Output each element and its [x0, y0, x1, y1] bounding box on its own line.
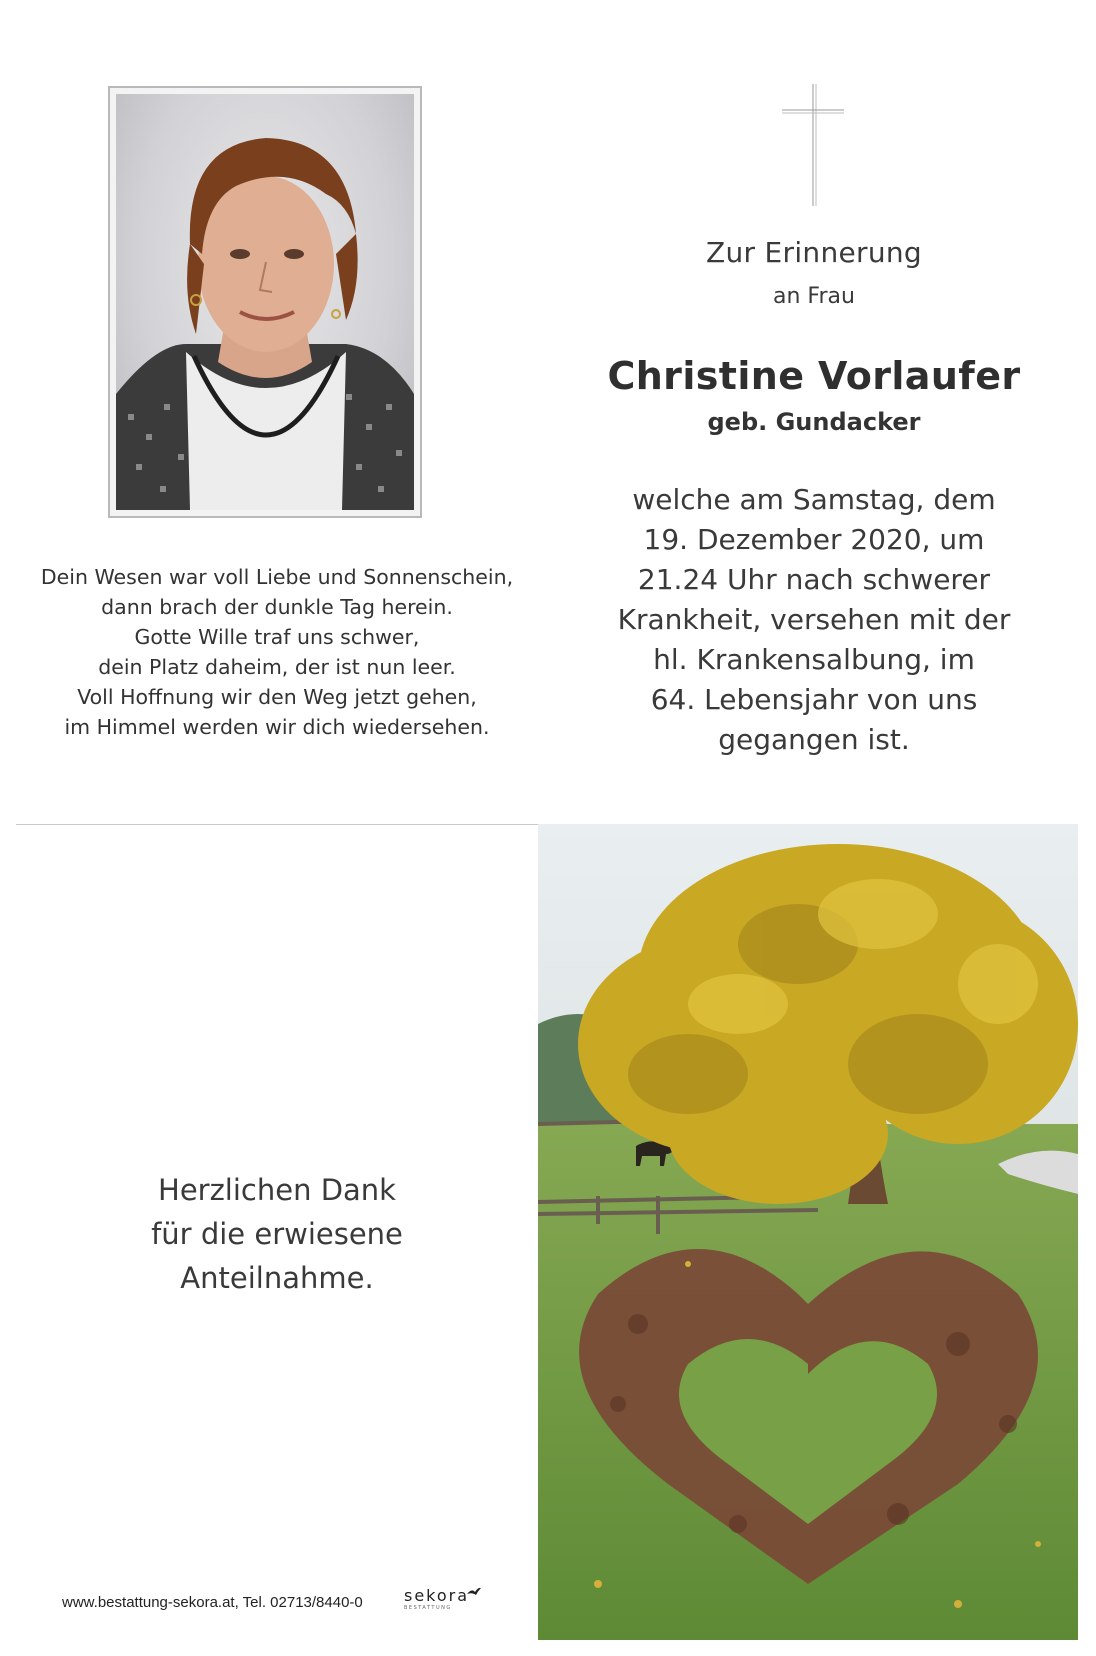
poem-line: Gotte Wille traf uns schwer,: [134, 625, 420, 649]
death-notice-line: hl. Krankensalbung, im: [653, 643, 975, 676]
death-notice-line: welche am Samstag, dem: [632, 483, 996, 516]
death-notice: [580, 480, 1048, 760]
deceased-name: Christine Vorlaufer: [607, 354, 1021, 398]
thanks-line: für die erwiesene: [151, 1217, 403, 1251]
sekora-logo: [404, 1586, 484, 1618]
fold-line: [16, 824, 538, 825]
death-notice-line: 21.24 Uhr nach schwerer: [637, 563, 991, 596]
death-notice-line: 19. Dezember 2020, um: [643, 523, 985, 556]
portrait-photo: [116, 94, 414, 510]
poem-line: Dein Wesen war voll Liebe und Sonnenschein,: [40, 565, 514, 589]
memorial-heading: Zur Erinnerung: [705, 236, 923, 269]
poem-line: im Himmel werden wir dich wiedersehen.: [64, 715, 490, 739]
death-notice-line: gegangen ist.: [718, 723, 910, 756]
death-notice-line: Krankheit, versehen mit der: [617, 603, 1011, 636]
cross-icon: [780, 82, 846, 208]
logo-subtext: BESTATTUNG: [404, 1605, 452, 1611]
thanks-line: Anteilnahme.: [180, 1261, 374, 1295]
maiden-name: geb. Gundacker: [707, 408, 921, 436]
poem-line: dann brach der dunkle Tag herein.: [101, 595, 453, 619]
logo-text: sekora: [404, 1586, 470, 1605]
portrait-illustration: [116, 94, 414, 510]
landscape-illustration: [538, 824, 1078, 1640]
poem-line: dein Platz daheim, der ist nun leer.: [98, 655, 456, 679]
poem-line: Voll Hoffnung wir den Weg jetzt gehen,: [77, 685, 477, 709]
poem: [16, 562, 538, 742]
death-notice-line: 64. Lebensjahr von uns: [650, 683, 978, 716]
memorial-salutation: an Frau: [773, 284, 855, 309]
footer-contact: www.bestattung-sekora.at, Tel. 02713/8440-0: [62, 1594, 363, 1611]
bird-icon: [466, 1586, 482, 1598]
portrait-frame: [108, 86, 422, 518]
thanks-line: Herzlichen Dank: [158, 1173, 396, 1207]
thanks-message: [16, 1168, 538, 1300]
autumn-landscape-photo: [538, 824, 1078, 1640]
